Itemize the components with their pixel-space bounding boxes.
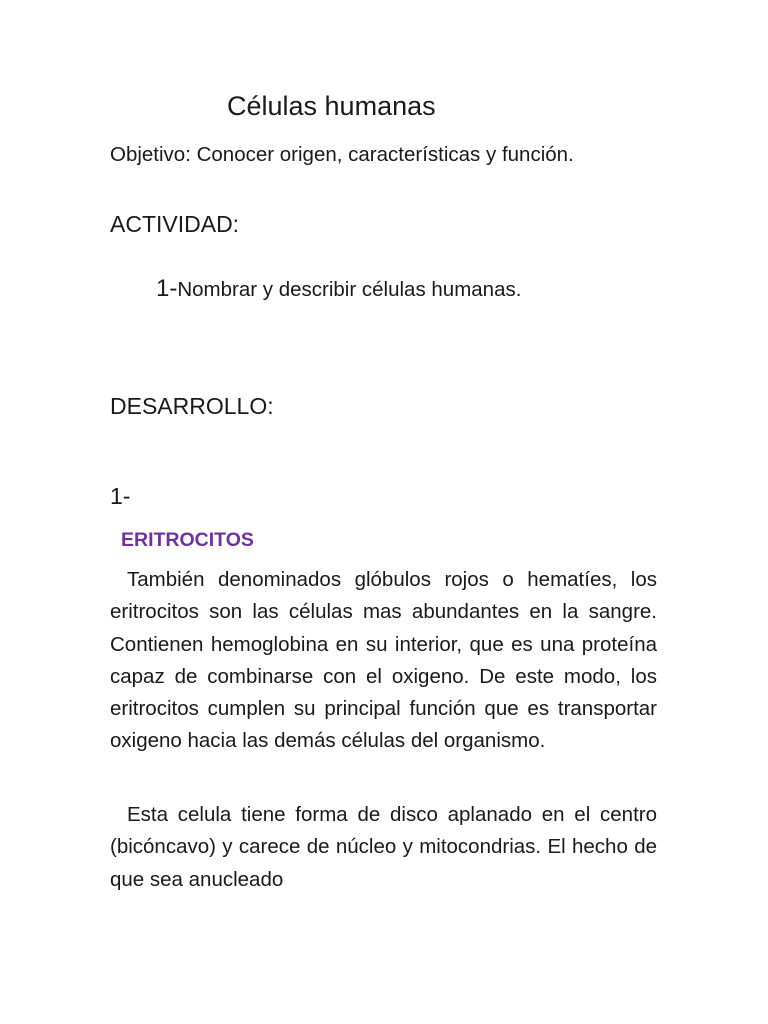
task-text: Nombrar y describir células humanas.: [177, 278, 522, 301]
document-title: Células humanas: [227, 91, 436, 121]
cell-name-heading: ERITROCITOS: [121, 529, 254, 551]
task-number: 1-: [156, 275, 178, 302]
development-heading: DESARROLLO:: [110, 393, 274, 419]
objective-text: Objetivo: Conocer origen, características y función.: [110, 143, 574, 166]
activity-task: [156, 274, 521, 305]
item-number: 1-: [110, 483, 131, 509]
paragraph-erythrocytes-shape: Esta celula tiene forma de disco aplanado en el centro (bicóncavo) y carece de núcleo y mitocondrias. El hecho de que sea anucleado: [110, 803, 657, 891]
activity-heading: ACTIVIDAD:: [110, 211, 240, 237]
paragraph-erythrocytes-intro: También denominados glóbulos rojos o hematíes, los eritrocitos son las células mas abundantes en la sangre. Contienen hemoglobina en su interior, que es una proteína capaz de combinarse con el oxigeno. De este modo, los eritrocitos cumplen su principal función que es transportar oxigeno hacia las demás células del organismo.: [110, 568, 657, 753]
